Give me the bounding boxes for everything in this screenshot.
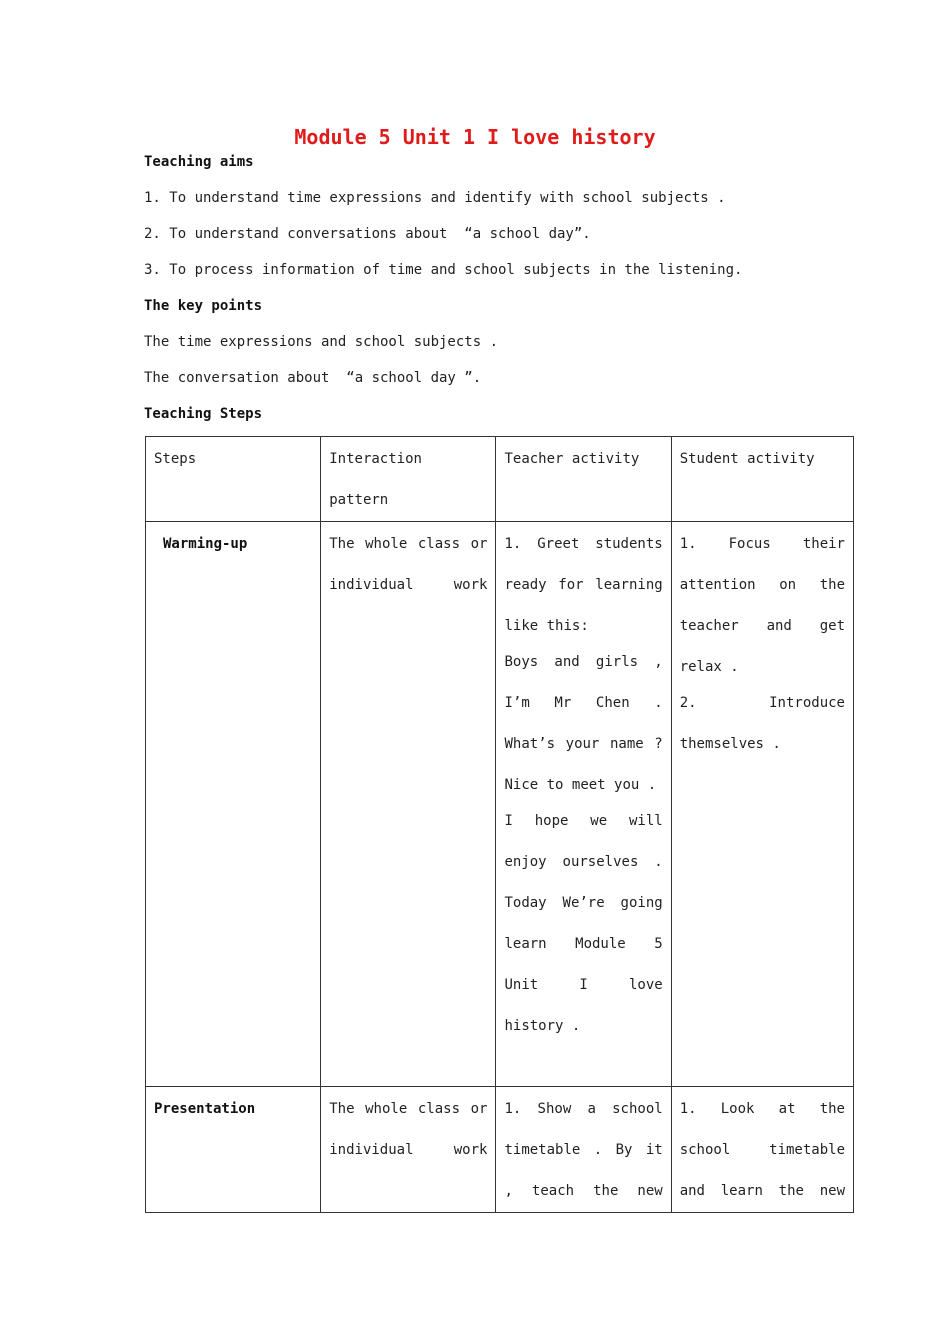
teacher-activity-cell	[496, 1087, 671, 1213]
teacher-activity-paragraph: I hope we will enjoy ourselves . Today We’re going learn Module 5 Unit I love history .	[504, 813, 663, 1034]
teaching-steps-heading: Teaching Steps	[144, 406, 263, 422]
teacher-activity-paragraph: 1. Greet students ready for learning like this:	[504, 536, 663, 634]
teaching-aim-item: 3. To process information of time and school subjects in the listening.	[144, 262, 743, 278]
student-activity-cell	[671, 522, 853, 1087]
interaction-cell: The whole class or individual work	[321, 522, 496, 1087]
teaching-aims-heading: Teaching aims	[144, 154, 254, 170]
column-header-student: Student activity	[671, 437, 853, 522]
key-points-heading: The key points	[144, 298, 263, 314]
table-row	[146, 1087, 854, 1213]
teacher-activity-paragraph: 1. Show a school timetable . By it , teach the new	[504, 1101, 663, 1199]
student-activity-paragraph: 1. Focus their attention on the teacher and get relax .	[679, 536, 845, 675]
column-header-steps: Steps	[146, 437, 321, 522]
document-title: Module 5 Unit 1 I love history	[294, 125, 656, 149]
key-point-item: The conversation about “a school day ”.	[144, 370, 482, 386]
column-header-teacher: Teacher activity	[496, 437, 671, 522]
table-row	[146, 522, 854, 1087]
student-activity-paragraph: 1. Look at the school timetable and learn the new	[679, 1101, 845, 1199]
teaching-aim-item: 1. To understand time expressions and identify with school subjects .	[144, 190, 726, 206]
interaction-cell: The whole class or individual work	[321, 1087, 496, 1213]
student-activity-cell	[671, 1087, 853, 1213]
teacher-activity-paragraph: Boys and girls , I’m Mr Chen . What’s your name ? Nice to meet you .	[504, 654, 663, 793]
teacher-activity-cell	[496, 522, 671, 1087]
step-name: Presentation	[154, 1101, 256, 1117]
key-point-item: The time expressions and school subjects .	[144, 334, 499, 350]
student-activity-paragraph: 2. Introduce themselves .	[679, 695, 845, 752]
teaching-steps-table	[145, 436, 854, 1213]
step-name: Warming-up	[163, 536, 248, 552]
table-header-row	[146, 437, 854, 522]
teaching-aim-item: 2. To understand conversations about “a school day”.	[144, 226, 591, 242]
column-header-interaction: Interaction pattern	[321, 437, 496, 522]
